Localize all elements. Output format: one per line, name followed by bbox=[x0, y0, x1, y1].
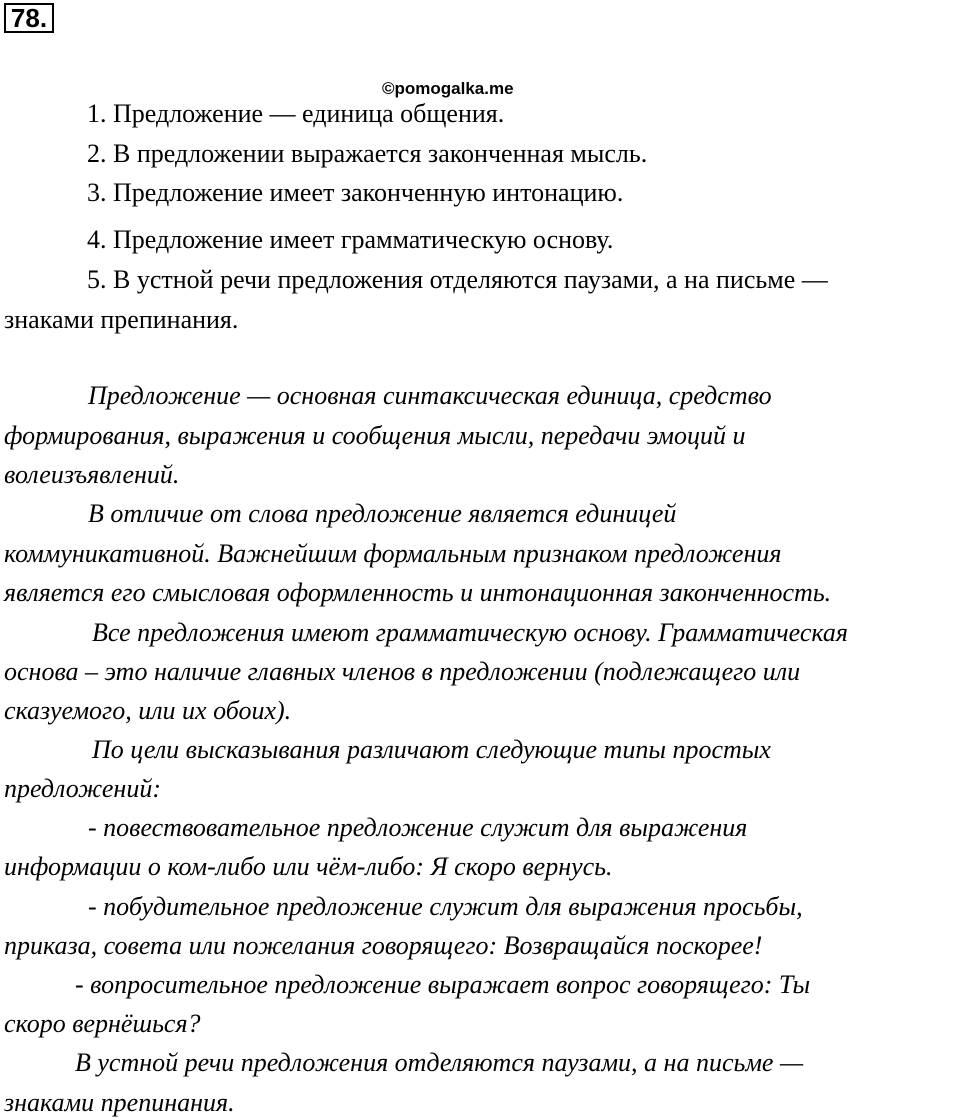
watermark: ©pomogalka.me bbox=[382, 79, 514, 98]
text-line: - вопросительное предложение выражает вопрос говорящего: Ты bbox=[75, 970, 811, 999]
text-line: является его смысловая оформленность и интонационная законченность. bbox=[4, 578, 832, 607]
text-line: В устной речи предложения отделяются паузами, а на письме — bbox=[75, 1048, 804, 1077]
task-number: 78. bbox=[4, 3, 54, 33]
text-line: приказа, совета или пожелания говорящего: Возвращайся поскорее! bbox=[4, 931, 763, 960]
text-line: волеизъявлений. bbox=[4, 460, 180, 489]
text-line: - повествовательное предложение служит для выражения bbox=[88, 813, 748, 842]
text-line: Предложение — основная синтаксическая единица, средство bbox=[88, 381, 772, 410]
text-line: сказуемого, или их обоих). bbox=[4, 696, 292, 725]
list-item: 5. В устной речи предложения отделяются паузами, а на письме — bbox=[87, 265, 828, 294]
list-item: 4. Предложение имеет грамматическую основу. bbox=[87, 225, 614, 254]
list-item: 2. В предложении выражается законченная мысль. bbox=[87, 139, 648, 168]
text-line: Все предложения имеют грамматическую основу. Грамматическая bbox=[92, 618, 848, 647]
text-line: знаками препинания. bbox=[4, 1088, 235, 1117]
list-item: 3. Предложение имеет законченную интонацию. bbox=[87, 178, 624, 207]
text-line: коммуникативной. Важнейшим формальным признаком предложения bbox=[4, 539, 782, 568]
text-line: формирования, выражения и сообщения мысли, передачи эмоций и bbox=[4, 421, 746, 450]
text-line: По цели высказывания различают следующие типы простых bbox=[92, 735, 771, 764]
list-item: 1. Предложение — единица общения. bbox=[87, 99, 505, 128]
text-line: скоро вернёшься? bbox=[4, 1009, 201, 1038]
text-line: предложений: bbox=[4, 774, 161, 803]
text-line: - побудительное предложение служит для выражения просьбы, bbox=[88, 892, 803, 921]
list-item-continuation: знаками препинания. bbox=[4, 305, 239, 334]
text-line: основа – это наличие главных членов в предложении (подлежащего или bbox=[4, 657, 801, 686]
text-line: В отличие от слова предложение является единицей bbox=[88, 499, 677, 528]
text-line: информации о ком-либо или чём-либо: Я скоро вернусь. bbox=[4, 852, 613, 881]
